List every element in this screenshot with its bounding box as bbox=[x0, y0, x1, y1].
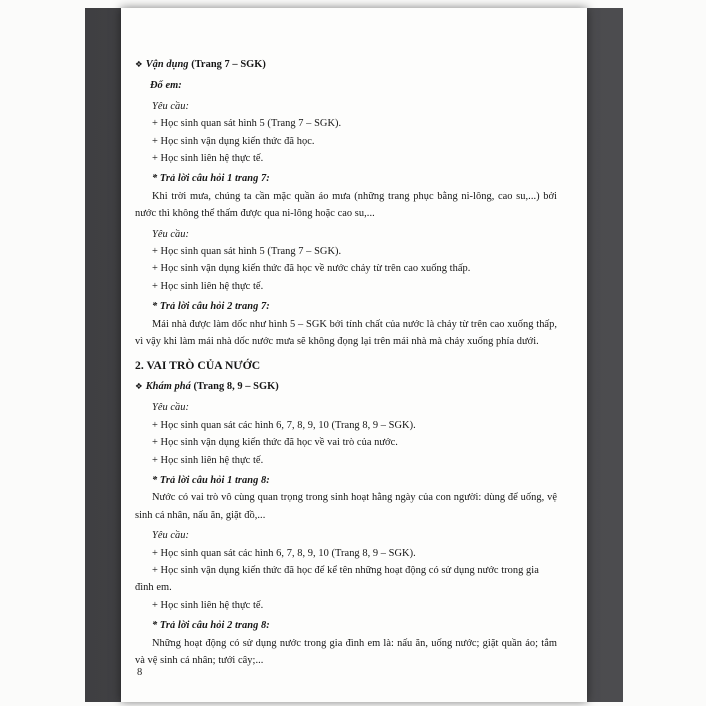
text-span: 2. VAI TRÒ CỦA NƯỚC bbox=[135, 358, 261, 372]
text-span: Mái nhà được làm dốc như hình 5 – SGK bởi tính chất của nước là chảy từ trên cao xuống thấp, vì vậy khi làm mái nhà dốc nước mưa sẽ không đọng lại trên mái nhà mà chảy xuống phía dưới. bbox=[135, 318, 557, 348]
text-span: Yêu cầu: bbox=[152, 530, 190, 542]
text-block-bullet bbox=[135, 278, 557, 295]
text-span: + Học sinh liên hệ thực tế. bbox=[152, 599, 264, 611]
text-block-answer bbox=[135, 472, 557, 489]
text-block-para bbox=[135, 188, 557, 223]
text-block-label bbox=[135, 226, 557, 243]
text-span: + Học sinh liên hệ thực tế. bbox=[152, 153, 264, 165]
text-span: Đố em: bbox=[150, 80, 182, 92]
text-span: + Học sinh liên hệ thực tế. bbox=[152, 454, 264, 466]
text-span: + Học sinh quan sát hình 5 (Trang 7 – SGK). bbox=[152, 246, 342, 258]
text-block-answer bbox=[135, 617, 557, 634]
text-block-subhead bbox=[150, 77, 557, 94]
text-block-bullet bbox=[135, 452, 557, 469]
text-span: Khám phá bbox=[145, 380, 191, 392]
text-span: * Trả lời câu hỏi 2 trang 7: bbox=[152, 301, 270, 313]
text-block-para bbox=[135, 316, 557, 351]
text-span: + Học sinh vận dụng kiến thức đã học để kể tên những hoạt động có sử dụng nước trong gia đình em. bbox=[135, 564, 539, 594]
text-span: + Học sinh quan sát các hình 6, 7, 8, 9, 10 (Trang 8, 9 – SGK). bbox=[152, 419, 416, 431]
text-span: Yêu cầu: bbox=[152, 402, 190, 414]
text-span: Yêu cầu: bbox=[152, 228, 190, 240]
text-block-bullet bbox=[135, 115, 557, 132]
text-block-bullet bbox=[135, 562, 557, 597]
text-block-bullet bbox=[135, 133, 557, 150]
text-span: + Học sinh vận dụng kiến thức đã học về nước chảy từ trên cao xuống thấp. bbox=[152, 263, 471, 275]
text-span: + Học sinh quan sát các hình 6, 7, 8, 9, 10 (Trang 8, 9 – SGK). bbox=[152, 547, 416, 559]
text-span: + Học sinh quan sát hình 5 (Trang 7 – SGK). bbox=[152, 118, 342, 130]
text-span: * Trả lời câu hỏi 1 trang 7: bbox=[152, 173, 270, 185]
text-span: * Trả lời câu hỏi 1 trang 8: bbox=[152, 474, 270, 486]
text-block-section bbox=[135, 357, 557, 374]
text-span: Những hoạt động có sử dụng nước trong gia đình em là: nấu ăn, uống nước; giặt quần áo; tắm và vệ sinh cá nhân; tưới cây;... bbox=[135, 637, 557, 666]
text-block-bullet bbox=[135, 260, 557, 277]
text-block-answer bbox=[135, 170, 557, 187]
book-photo-background bbox=[85, 8, 623, 702]
text-block-bullet bbox=[135, 545, 557, 562]
text-block-bullet bbox=[135, 150, 557, 167]
text-span: * Trả lời câu hỏi 2 trang 8: bbox=[152, 620, 270, 632]
text-span: Nước có vai trò vô cùng quan trọng trong sinh hoạt hằng ngày của con người: dùng để uống, vệ sinh cá nhân, nấu ăn, giặt đồ,... bbox=[135, 492, 557, 521]
text-span: + Học sinh vận dụng kiến thức đã học về vai trò của nước. bbox=[152, 437, 398, 449]
text-span: Vận dụng bbox=[145, 59, 189, 70]
text-block-para bbox=[135, 635, 557, 670]
page-content bbox=[135, 56, 557, 669]
text-block-bullet bbox=[135, 243, 557, 260]
text-span: + Học sinh vận dụng kiến thức đã học. bbox=[152, 135, 315, 147]
text-block-marker bbox=[135, 378, 557, 396]
text-block-bullet bbox=[135, 434, 557, 451]
text-span: (Trang 8, 9 – SGK) bbox=[190, 380, 279, 392]
text-block-bullet bbox=[135, 417, 557, 434]
text-span: ❖ bbox=[135, 381, 146, 392]
text-block-bullet bbox=[135, 597, 557, 614]
text-block-answer bbox=[135, 298, 557, 315]
text-span: Khi trời mưa, chúng ta cần mặc quần áo mưa (những trang phục bằng ni-lông, cao su,...) bởi nước thì không thể thấm được qua ni-lông hoặc cao su,... bbox=[135, 190, 557, 220]
document-page bbox=[121, 8, 587, 702]
text-span: ❖ bbox=[135, 60, 146, 70]
page-number: 8 bbox=[137, 667, 143, 678]
text-block-label bbox=[135, 399, 557, 416]
text-span: + Học sinh liên hệ thực tế. bbox=[152, 280, 264, 292]
text-block-marker bbox=[135, 56, 557, 74]
text-block-label bbox=[135, 527, 557, 544]
text-span: Yêu cầu: bbox=[152, 100, 190, 112]
text-span: (Trang 7 – SGK) bbox=[188, 59, 266, 70]
text-block-para bbox=[135, 489, 557, 524]
text-block-label bbox=[135, 98, 557, 115]
